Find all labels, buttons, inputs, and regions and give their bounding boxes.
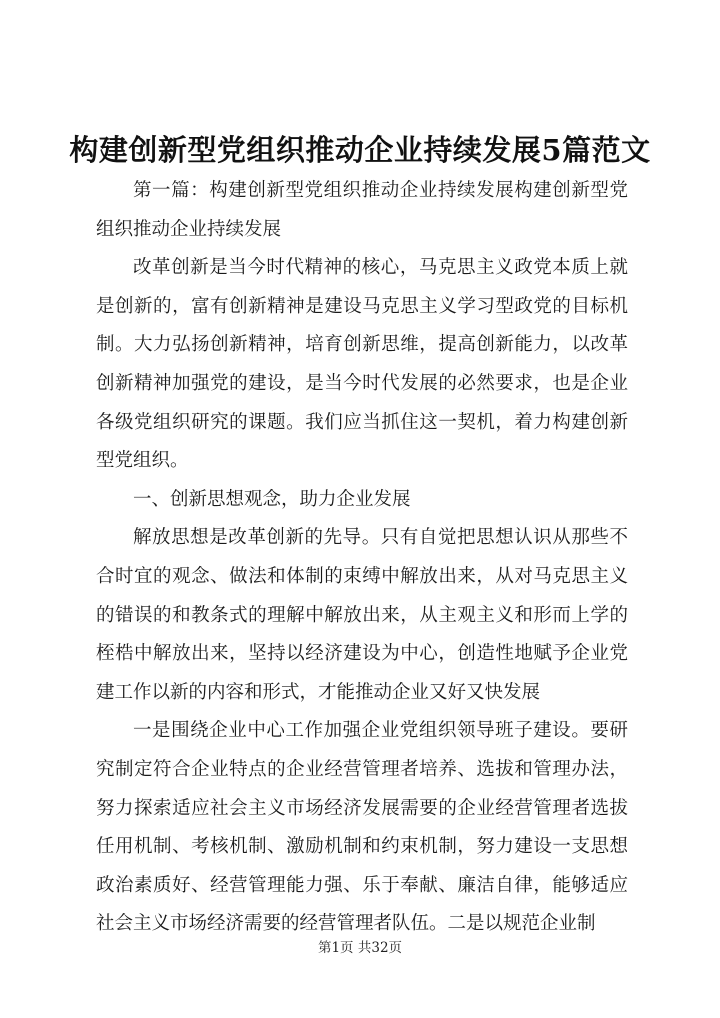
paragraph-intro: 改革创新是当今时代精神的核心，马克思主义政党本质上就是创新的，富有创新精神是建设马克思主义学习型政党的目标机制。大力弘扬创新精神，培育创新思维，提高创新能力，以改革创新精神加强党的建设，是当今时代发展的必然要求，也是企业各级党组织研究的课题。我们应当抓住这一契机，着力构建创新型党组织。 (96, 257, 628, 472)
paragraph-leadership: 一是围绕企业中心工作加强企业党组织领导班子建设。要研究制定符合企业特点的企业经营管理者培养、选拔和管理办法，努力探索适应社会主义市场经济发展需要的企业经营管理者选拔任用机制、考核机制、激励机制和约束机制，努力建设一支思想政治素质好、经营管理能力强、乐于奉献、廉洁自律，能够适应社会主义市场经济需要的经营管理者队伍。二是以规范企业制 (96, 720, 628, 935)
paragraph-heading-first-article: 第一篇：构建创新型党组织推动企业持续发展构建创新型党组织推动企业持续发展 (96, 180, 628, 240)
document-title: 构建创新型党组织推动企业持续发展5篇范文 (69, 133, 651, 167)
section-heading-1: 一、创新思想观念，助力企业发展 (133, 488, 411, 510)
paragraph-liberate-thought: 解放思想是改革创新的先导。只有自觉把思想认识从那些不合时宜的观念、做法和体制的束缚中解放出来，从对马克思主义的错误的和教条式的理解中解放出来，从主观主义和形而上学的桎梏中解放出来，坚持以经济建设为中心，创造性地赋予企业党建工作以新的内容和形式，才能推动企业又好又快发展 (96, 527, 628, 703)
page-number: 第1页 共32页 (317, 940, 403, 956)
document-body (96, 172, 628, 944)
